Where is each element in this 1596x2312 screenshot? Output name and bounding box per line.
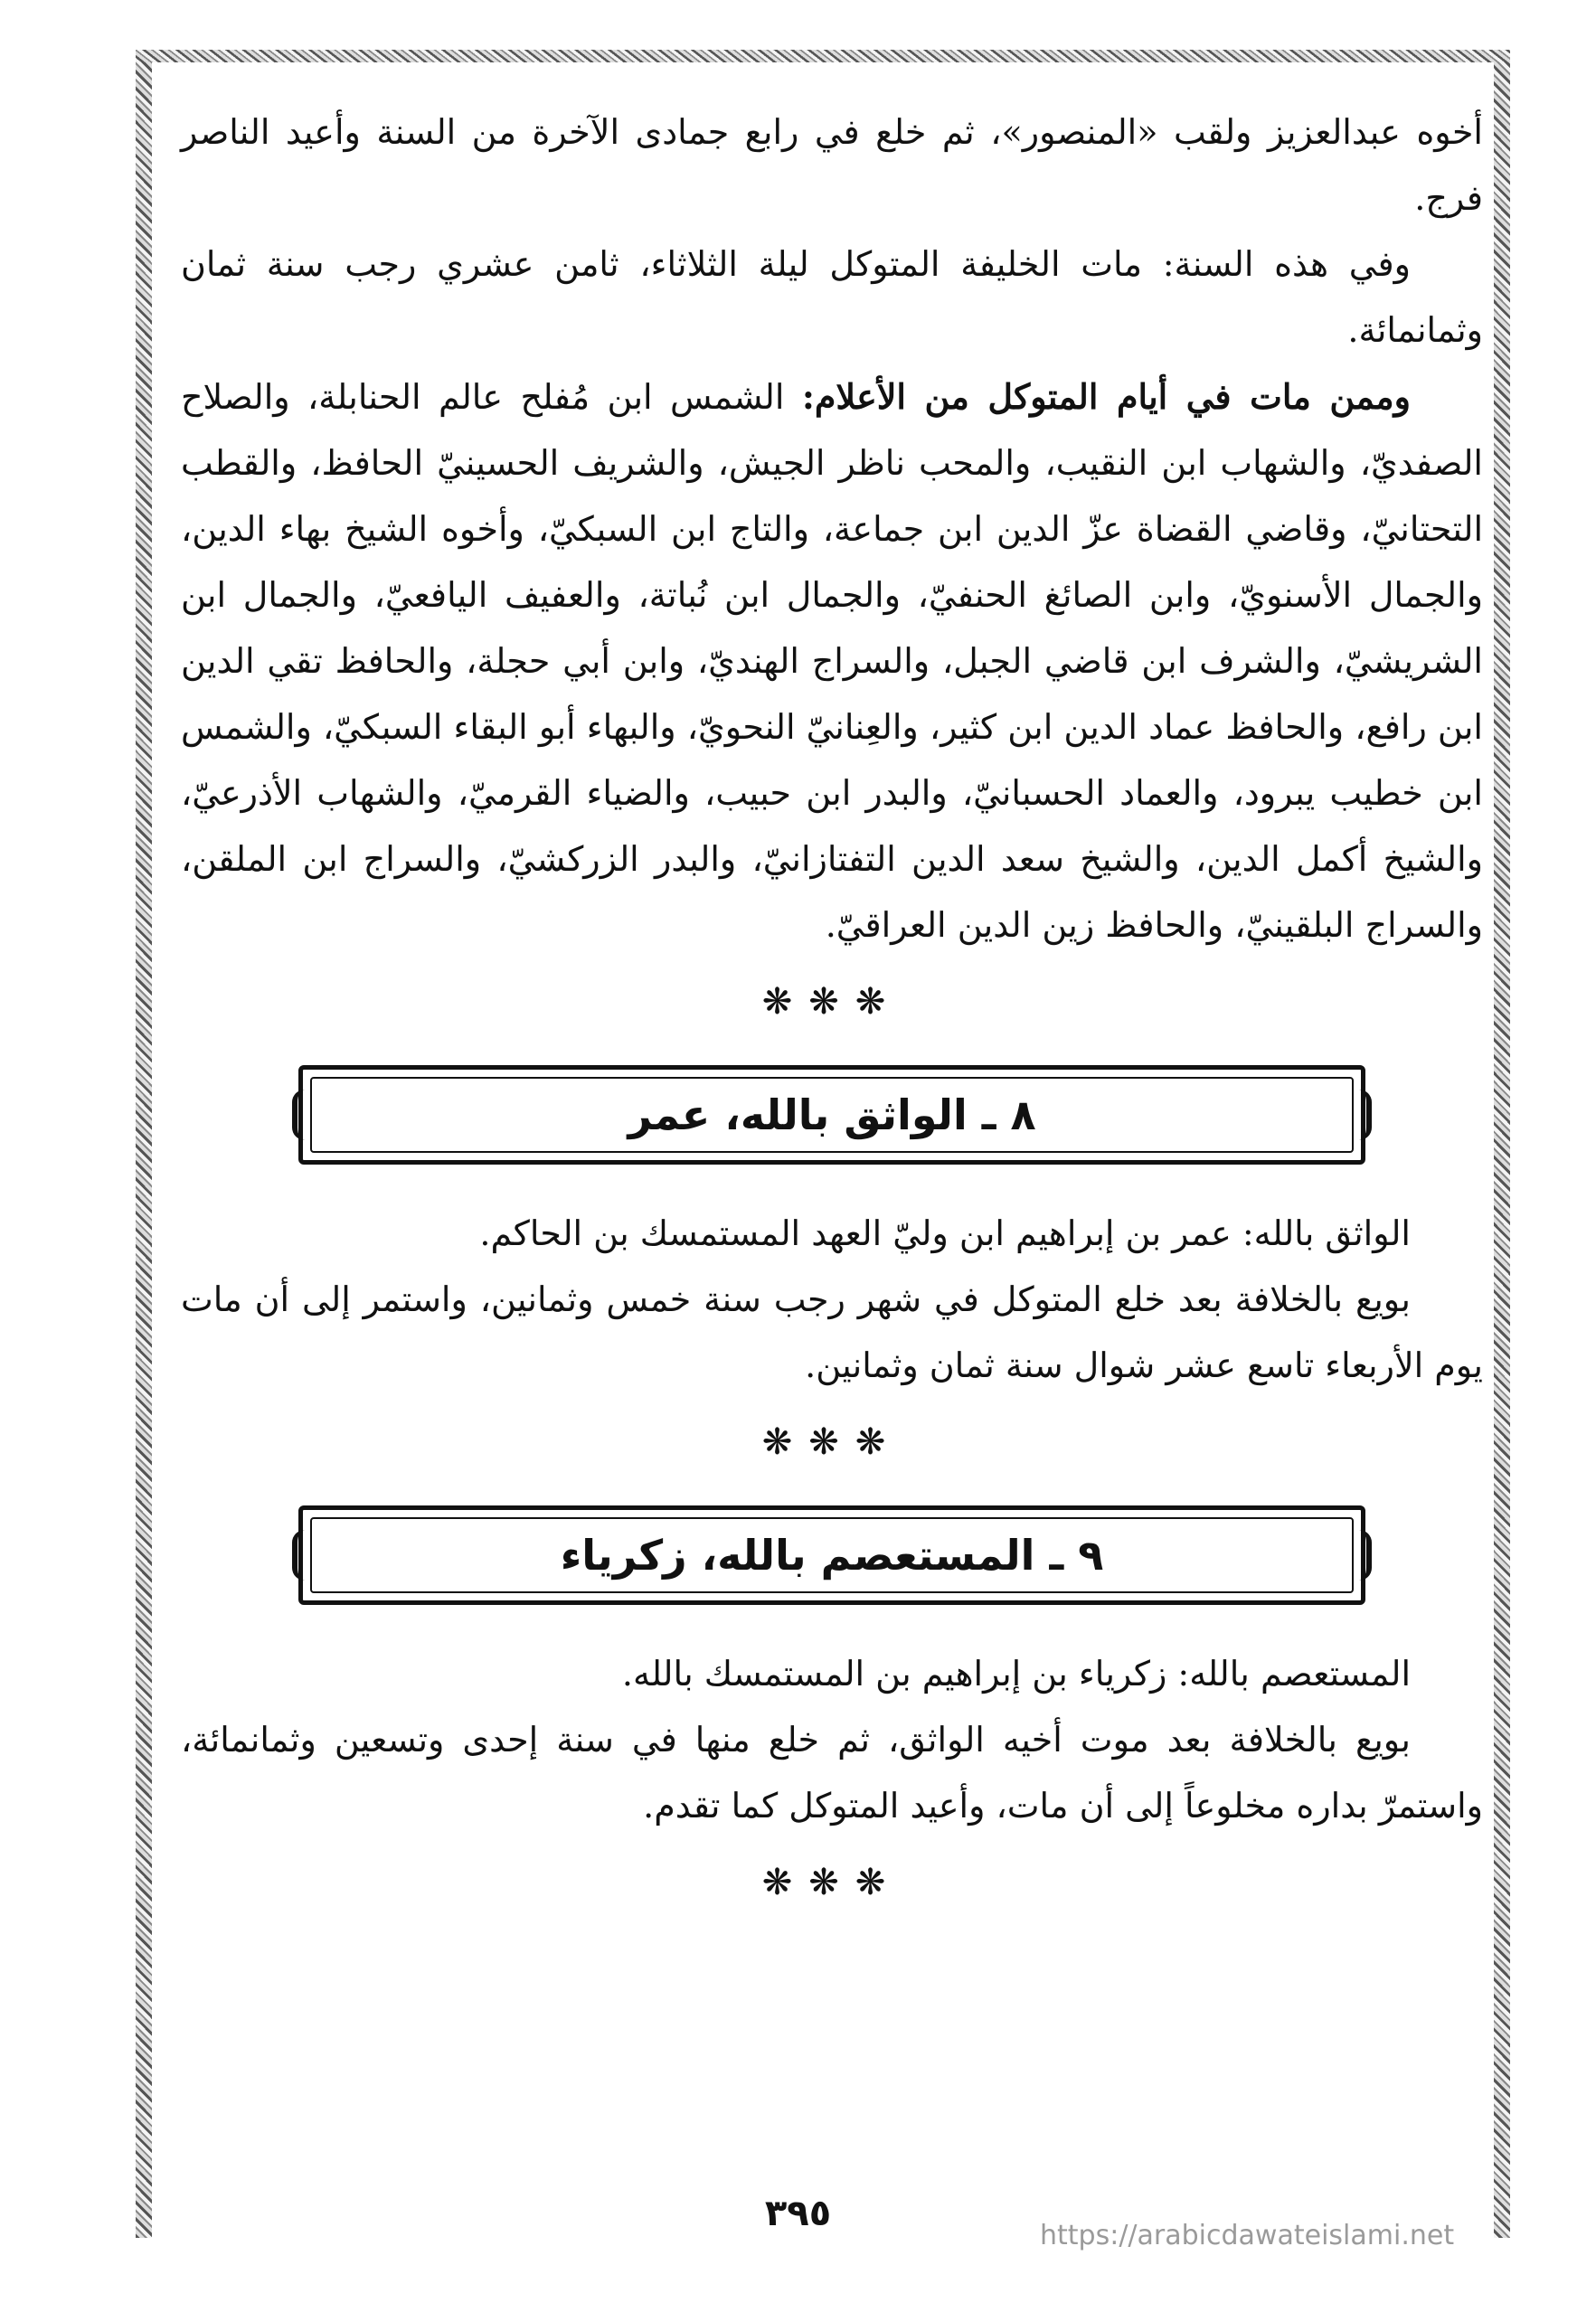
section-9-paragraph-1: المستعصم بالله: زكرياء بن إبراهيم بن المستمسك بالله.	[621, 1654, 1411, 1694]
section-8-title-box	[298, 1065, 1365, 1165]
paragraph-caliph-death: وفي هذه السنة: مات الخليفة المتوكل ليلة الثلاثاء، ثامن عشري رجب سنة ثمان وثمانمائة.	[181, 244, 1483, 350]
section-divider-stars: ❋❋❋	[761, 1862, 902, 1903]
section-9-title: ٩ ـ المستعصم بالله، زكرياء	[560, 1530, 1104, 1580]
section-divider-stars: ❋❋❋	[761, 1421, 902, 1463]
section-8-title: ٨ ـ الواثق بالله، عمر	[628, 1090, 1036, 1139]
section-8-paragraph-1: الواثق بالله: عمر بن إبراهيم ابن وليّ العهد المستمسك بن الحاكم.	[479, 1213, 1411, 1253]
section-9-paragraph-2: بويع بالخلافة بعد موت أخيه الواثق، ثم خلع منها في سنة إحدى وتسعين وثمانمائة، واستمرّ بداره مخلوعاً إلى أن مات، وأعيد المتوكل كما تقدم.	[181, 1720, 1483, 1826]
page-body	[181, 99, 1483, 1946]
section-9-title-box	[298, 1505, 1365, 1605]
page-number: ٣٩٥	[764, 2193, 832, 2234]
watermark-url: https://arabicdawateislami.net	[1040, 2220, 1455, 2251]
notables-list: الشمس ابن مُفلح عالم الحنابلة، والصلاح الصفديّ، والشهاب ابن النقيب، والمحب ناظر الجيش، والشريف الحسينيّ الحافظ، والقطب التحتانيّ، وقاضي القضاة عزّ الدين ابن جماعة، والتاج ابن السبكيّ، وأخوه الشيخ بهاء الدين، والجمال الأسنويّ، وابن الصائغ الحنفيّ، والجمال ابن نُباتة، والعفيف اليافعيّ، والجمال ابن الشريشيّ، والشرف ابن قاضي الجبل، والسراج الهنديّ، وابن أبي حجلة، والحافظ تقي الدين ابن رافع، والحافظ عماد الدين ابن كثير، والعِنانيّ النحويّ، والبهاء أبو البقاء السبكيّ، والشمس ابن خطيب يبرود، والعماد الحسبانيّ، والبدر ابن حبيب، والضياء القرميّ، والشهاب الأذرعيّ، والشيخ أكمل الدين، والشيخ سعد الدين التفتازانيّ، والبدر الزركشيّ، والسراج ابن الملقن، والسراج البلقينيّ، والحافظ زين الدين العراقيّ.	[181, 377, 1483, 945]
paragraph-notables	[181, 363, 1483, 958]
section-8-paragraph-2: بويع بالخلافة بعد خلع المتوكل في شهر رجب سنة خمس وثمانين، واستمر إلى أن مات يوم الأربعاء تاسع عشر شوال سنة ثمان وثمانين.	[181, 1279, 1483, 1385]
notables-heading: وممن مات في أيام المتوكل من الأعلام:	[801, 376, 1411, 417]
section-divider-stars: ❋❋❋	[761, 981, 902, 1023]
paragraph-prev-continuation: أخوه عبدالعزيز ولقب «المنصور»، ثم خلع في رابع جمادى الآخرة من السنة وأعيد الناصر فرج.	[181, 112, 1483, 218]
